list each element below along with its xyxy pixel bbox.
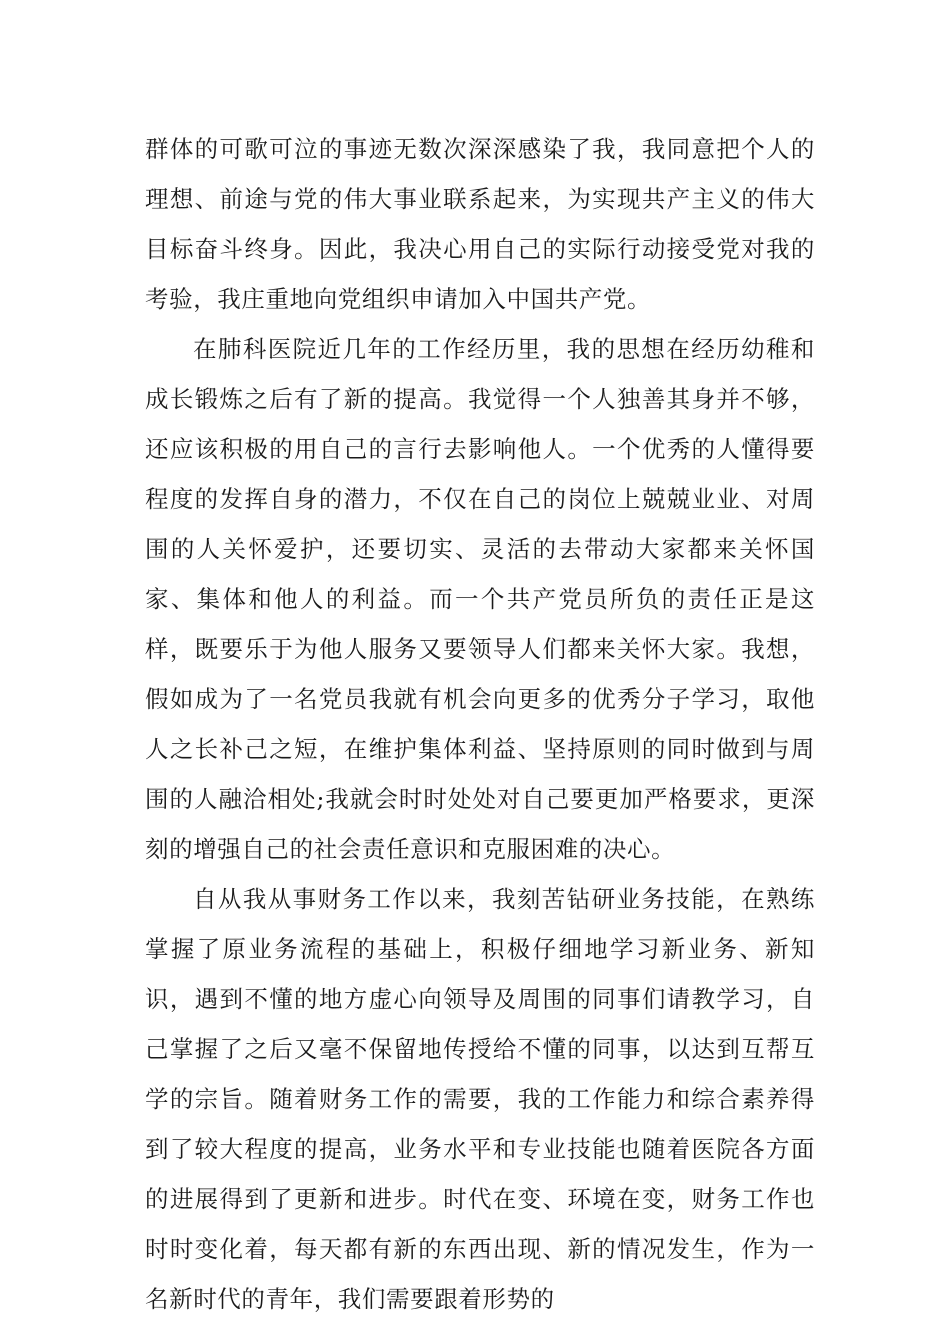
document-body bbox=[145, 124, 815, 1324]
paragraph-2: 在肺科医院近几年的工作经历里，我的思想在经历幼稚和成长锻炼之后有了新的提高。我觉得一个人独善其身并不够，还应该积极的用自己的言行去影响他人。一个优秀的人懂得要程度的发挥自身的潜力，不仅在自己的岗位上兢兢业业、对周围的人关怀爱护，还要切实、灵活的去带动大家都来关怀国家、集体和他人的利益。而一个共产党员所负的责任正是这样，既要乐于为他人服务又要领导人们都来关怀大家。我想，假如成为了一名党员我就有机会向更多的优秀分子学习，取他人之长补己之短，在维护集体利益、坚持原则的同时做到与周围的人融洽相处;我就会时时处处对自己要更加严格要求，更深刻的增强自己的社会责任意识和克服困难的决心。 bbox=[145, 335, 815, 863]
paragraph-1: 群体的可歌可泣的事迹无数次深深感染了我，我同意把个人的理想、前途与党的伟大事业联系起来，为实现共产主义的伟大目标奋斗终身。因此，我决心用自己的实际行动接受党对我的考验，我庄重地向党组织申请加入中国共产党。 bbox=[145, 135, 815, 313]
paragraph-3: 自从我从事财务工作以来，我刻苦钻研业务技能，在熟练掌握了原业务流程的基础上，积极仔细地学习新业务、新知识，遇到不懂的地方虚心向领导及周围的同事们请教学习，自己掌握了之后又毫不保留地传授给不懂的同事，以达到互帮互学的宗旨。随着财务工作的需要，我的工作能力和综合素养得到了较大程度的提高，业务水平和专业技能也随着医院各方面的进展得到了更新和进步。时代在变、环境在变，财务工作也时时变化着，每天都有新的东西出现、新的情况发生，作为一名新时代的青年，我们需要跟着形势的 bbox=[145, 885, 815, 1313]
